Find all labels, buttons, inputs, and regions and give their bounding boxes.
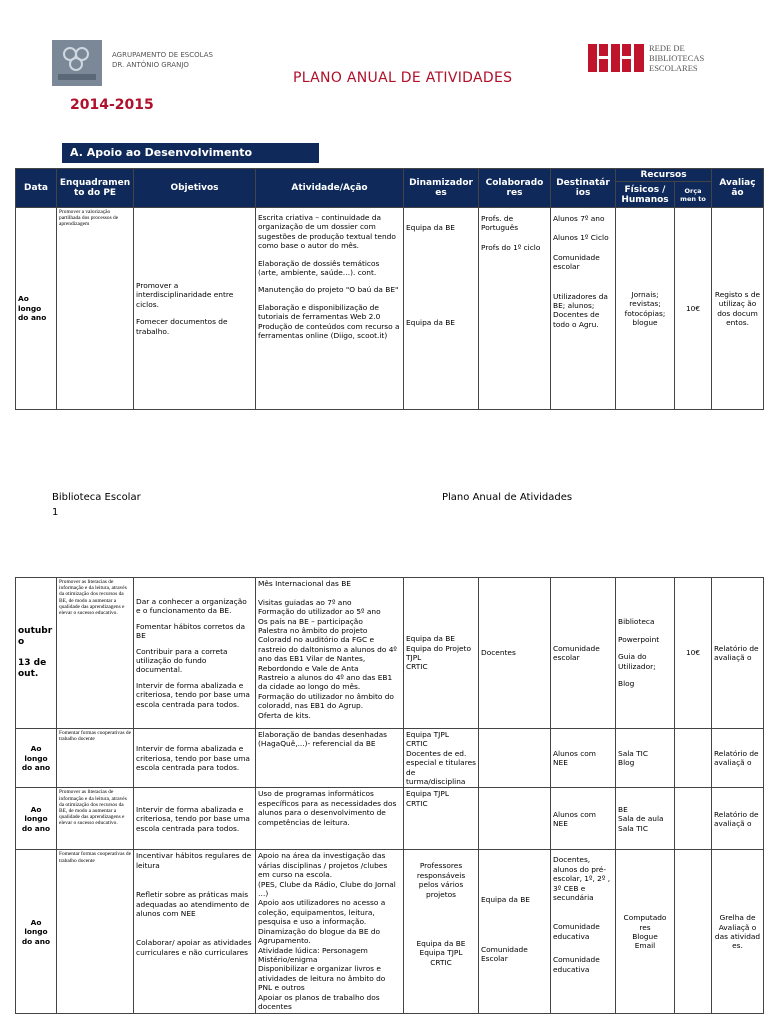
cell-atividade: Elaboração de bandas desenhadas (HagaQuê,...)- referencial da BE [256,729,404,788]
cell-dinamizadores: Equipa TJPL CRTIC [404,788,479,850]
cell-data: Ao longo do ano [16,729,57,788]
cell-orcamento: 10€ [675,208,712,410]
school-name: AGRUPAMENTO DE ESCOLAS DR. ANTÓNIO GRANJO [112,51,213,69]
activities-table-1 [15,168,764,410]
activities-table-2 [15,577,764,1014]
cell-colaboradores: Profs. de Português Profs do 1º ciclo [479,208,551,410]
cell-atividade: Mês Internacional das BE Visitas guiadas ao 7º ano Formação do utilizador ao 5º ano Os país na BE – participação Palestra no âmbito do projeto Coloradd no auditório da FGC e rastreio do daltonismo a alunos do 4º ano das EB1 Vilar de Nantes, Rebordondo e Vale de Anta Rastreio a alunos do 4º ano das EB1 da cidade ao longo do mês. Formação do utilizador no âmbito do coloradd, nas EB1 do Agrup. Oferta de kits. [256,578,404,729]
col-dinamizadores: Dinamizador es [404,169,479,208]
cell-colaboradores: Equipa da BE Comunidade Escolar [479,850,551,1014]
col-fisicos: Físicos / Humanos [616,182,675,208]
cell-dinamizadores: Equipa da BE Equipa do Projeto TJPL CRTIC [404,578,479,729]
cell-objetivos: Intervir de forma abalizada e criteriosa, tendo por base uma escola centrada para todos. [134,788,256,850]
cell-atividade: Apoio na área da investigação das várias disciplinas / projetos /clubes em curso na escola. (PES, Clube da Rádio, Clube do Jornal …) Apoio aos utilizadores no acesso a coleção, equipamentos, leitura, pesquisa e uso a informação. Dinamização do blogue da BE do Agrupamento. Atividade lúdica: Personagem Mistério/enigma Disponibilizar e organizar livros e atividades de leitura no âmbito do PNL e outros Apoiar os planos de trabalho dos docentes [256,850,404,1014]
col-avaliacao: Avaliaç ão [712,169,764,208]
table-row [16,788,764,850]
table-row [16,578,764,729]
cell-orcamento [675,850,712,1014]
cell-destinatarios: Alunos 7º ano Alunos 1º Ciclo Comunidade escolar Utilizadores da BE; alunos; Docentes de todo o Agru. [551,208,616,410]
page-title: PLANO ANUAL DE ATIVIDADES [293,70,513,86]
school-logo-icon [52,40,102,86]
cell-avaliacao: Grelha de Avaliaçã o das atividad es. [712,850,764,1014]
footer-left: Biblioteca Escolar [52,492,141,503]
cell-colaboradores [479,788,551,850]
cell-objetivos: Dar a conhecer a organização e o funcionamento da BE. Fomentar hábitos corretos da BE Contribuir para a correta utilização do fundo documental. Intervir de forma abalizada e criteriosa, tendo por base uma escola centrada para todos. [134,578,256,729]
cell-fisicos: BE Sala de aula Sala TIC [616,788,675,850]
footer-right: Plano Anual de Atividades [442,492,573,503]
section-heading: A. Apoio ao Desenvolvimento [62,143,319,163]
cell-objetivos: Promover a interdisciplinaridade entre ciclos. Fomecer documentos de trabalho. [134,208,256,410]
col-orcamento: Orça men to [675,182,712,208]
table-row [16,208,764,410]
col-recursos: Recursos [616,169,712,182]
cell-fisicos: Jornais; revistas; fotocópias; blogue [616,208,675,410]
cell-objetivos: Incentivar hábitos regulares de leitura Refletir sobre as práticas mais adequadas ao atendimento de alunos com NEE Colaborar/ apoiar as atividades curriculares e não curriculares [134,850,256,1014]
cell-enquadramento: Promover as literacias de informação e da leitura, através da otimização dos recursos da BE, de modo a aumentar a qualidade das aprendizagens e elevar o sucesso educativo. [57,788,134,850]
cell-enquadramento: Fomentar formas cooperativas de trabalho docente [57,850,134,1014]
table-row [16,850,764,1014]
col-colaboradores: Colaborado res [479,169,551,208]
cell-destinatarios: Alunos com NEE [551,729,616,788]
col-data: Data [16,169,57,208]
col-atividade: Atividade/Ação [256,169,404,208]
cell-orcamento [675,788,712,850]
cell-avaliacao: Registo s de utilizaç ão dos docum entos. [712,208,764,410]
cell-data: Ao longo do ano [16,850,57,1014]
cell-objetivos: Intervir de forma abalizada e criteriosa, tendo por base uma escola centrada para todos. [134,729,256,788]
cell-dinamizadores: Professores responsáveis pelos vários projetos Equipa da BE Equipa TJPL CRTIC [404,850,479,1014]
footer-page-number: 1 [52,507,59,518]
cell-orcamento: 10€ [675,578,712,729]
table-row [16,729,764,788]
cell-avaliacao: Relatório de avaliaçã o [712,788,764,850]
col-enquadramento: Enquadramen to do PE [57,169,134,208]
cell-enquadramento: Fomentar formas cooperativas de trabalho docente [57,729,134,788]
cell-destinatarios: Comunidade escolar [551,578,616,729]
cell-fisicos: Sala TIC Blog [616,729,675,788]
col-destinatarios: Destinatár ios [551,169,616,208]
cell-data: Ao longo do ano [16,788,57,850]
cell-data: outubr o 13 de out. [16,578,57,729]
cell-fisicos: Biblioteca Powerpoint Guia do Utilizador; Blog [616,578,675,729]
cell-enquadramento: Promover as literacias de informação e da leitura, através da otimização dos recursos da BE, de modo a aumentar a qualidade das aprendizagens e elevar o sucesso educativo. [57,578,134,729]
cell-avaliacao: Relatório de avaliaçã o [712,578,764,729]
cell-destinatarios: Docentes, alunos do pré-escolar, 1º, 2º , 3º CEB e secundária Comunidade educativa Comunidade educativa [551,850,616,1014]
cell-destinatarios: Alunos com NEE [551,788,616,850]
rbe-logo-icon [588,44,644,72]
school-year: 2014-2015 [70,97,154,113]
cell-avaliacao: Relatório de avaliaçã o [712,729,764,788]
cell-atividade: Uso de programas informáticos específicos para as necessidades dos alunos para o desenvolvimento de competências de leitura. [256,788,404,850]
rbe-name: REDE DE BIBLIOTECAS ESCOLARES [649,43,705,73]
cell-colaboradores [479,729,551,788]
cell-fisicos: Computado res Blogue Email [616,850,675,1014]
cell-data: Ao longo do ano [16,208,57,410]
cell-dinamizadores: Equipa da BE Equipa da BE [404,208,479,410]
cell-enquadramento: Promover a valorização partilhada dos processos de aprendizagem [57,208,134,410]
col-objetivos: Objetivos [134,169,256,208]
cell-atividade: Escrita criativa – continuidade da organização de um dossier com sugestões de produção textual tendo como base o autor do mês. Elaboração de dossiês temáticos (arte, ambiente, saúde…). cont. Manutenção do projeto "O baú da BE" Elaboração e disponibilização de tutoriais de ferramentas Web 2.0 Produção de conteúdos com recurso a ferramentas online (Diigo, scoot.it) [256,208,404,410]
cell-dinamizadores: Equipa TJPL CRTIC Docentes de ed. especial e titulares de turma/disciplina [404,729,479,788]
cell-orcamento [675,729,712,788]
cell-colaboradores: Docentes [479,578,551,729]
